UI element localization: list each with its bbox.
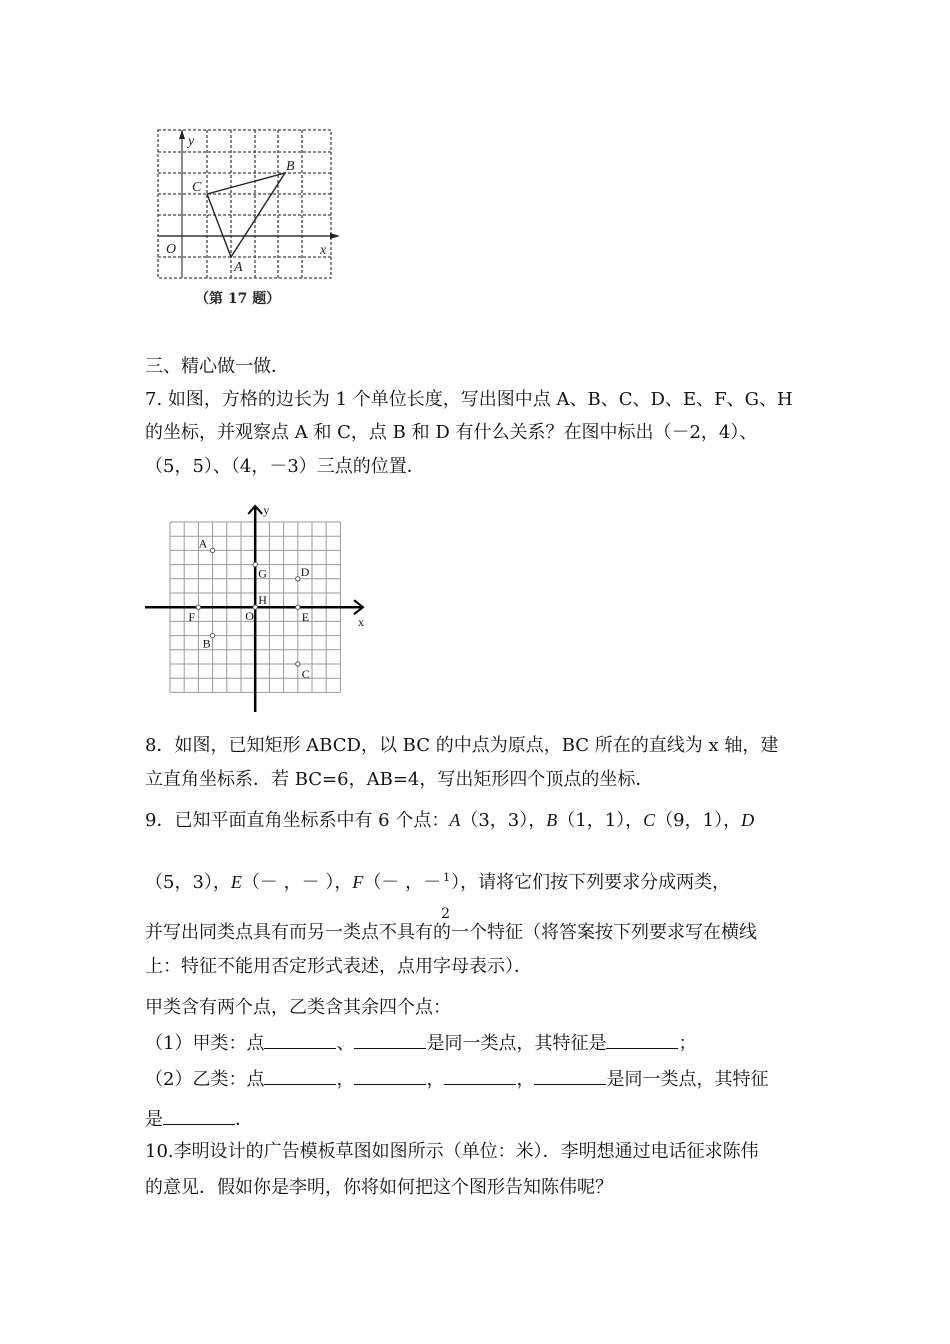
point-label-d: D [300, 564, 310, 579]
q9-line5: 甲类含有两个点，乙类含其余四个点： [145, 997, 451, 1018]
point-c-label: C [192, 180, 202, 195]
answer-blank[interactable] [444, 1066, 516, 1085]
q9-line1: 9．已知平面直角坐标系中有 6 个点：A（3，3），B（1，1），C（9，1），D [145, 810, 755, 831]
section-title: 三、精心做一做． [145, 356, 289, 377]
coordinate-grid-figure [140, 500, 380, 720]
q9-part2: （2）乙类：点 ， ， ， 是同一类点，其特征 [145, 1066, 768, 1092]
q8-line1: 8．如图，已知矩形 ABCD，以 BC 的中点为原点，BC 所在的直线为 x 轴，建 [145, 735, 779, 756]
q9-part2-cont: 是 ． [145, 1106, 253, 1132]
point-h [253, 605, 257, 609]
point-label-h: H [258, 593, 267, 608]
point-a-label: A [234, 260, 243, 275]
y-axis-label: y [188, 134, 195, 149]
q9-line2: （5，3），E（－ ，－ ），F（－ ，－ 1 2 ），请将它们按下列要求分成两类， [145, 871, 731, 922]
origin-label: O [245, 609, 254, 624]
point-label-a: A [198, 536, 208, 551]
answer-blank[interactable] [534, 1066, 606, 1085]
point-label-b: B [202, 636, 211, 651]
point-d [296, 577, 300, 581]
q8-line2: 立直角坐标系．若 BC=6，AB=4，写出矩形四个顶点的坐标． [145, 769, 654, 790]
q7-line2: 的坐标，并观察点 A 和 C，点 B 和 D 有什么关系？在图中标出（－2，4）、 [145, 422, 758, 443]
point-g [253, 562, 257, 566]
answer-blank[interactable] [606, 1030, 678, 1049]
answer-blank[interactable] [264, 1030, 336, 1049]
point-label-c: C [301, 667, 310, 681]
answer-blank[interactable] [264, 1066, 336, 1085]
point-b-label: B [286, 159, 295, 174]
q10-line1: 10.李明设计的广告模板草图如图所示（单位：米）．李明想通过电话征求陈伟 [145, 1141, 759, 1162]
q7-line3: （5，5）、（4，－3）三点的位置． [145, 456, 425, 477]
q9-part1: （1）甲类：点 、 是同一类点，其特征是 ； [145, 1030, 696, 1056]
q9-line4: 上：特征不能用否定形式表述，点用字母表示）． [145, 956, 532, 977]
answer-blank[interactable] [354, 1066, 426, 1085]
origin-label: O [166, 242, 177, 257]
y-axis-label: y [263, 503, 270, 517]
answer-blank[interactable] [163, 1106, 235, 1125]
point-label-f: F [188, 610, 196, 625]
q10-line2: 的意见．假如你是李明，你将如何把这个图形告知陈伟呢？ [145, 1177, 613, 1198]
answer-blank[interactable] [354, 1030, 426, 1049]
point-a [210, 548, 214, 552]
q9-line3: 并写出同类点具有而另一类点不具有的一个特征（将答案按下列要求写在横线 [145, 922, 757, 943]
point-label-e: E [301, 610, 310, 625]
point-e [296, 605, 300, 609]
figure-17 [150, 125, 350, 315]
point-f [196, 605, 200, 609]
point-b [210, 633, 214, 637]
point-c [296, 662, 300, 666]
figure-caption: （第 17 题） [195, 291, 281, 307]
x-axis-label: x [358, 615, 364, 630]
q7-line1: 7. 如图，方格的边长为 1 个单位长度，写出图中点 A、B、C、D、E、F、G、H [145, 389, 793, 410]
x-axis-label: x [320, 243, 327, 258]
point-label-g: G [258, 566, 267, 581]
